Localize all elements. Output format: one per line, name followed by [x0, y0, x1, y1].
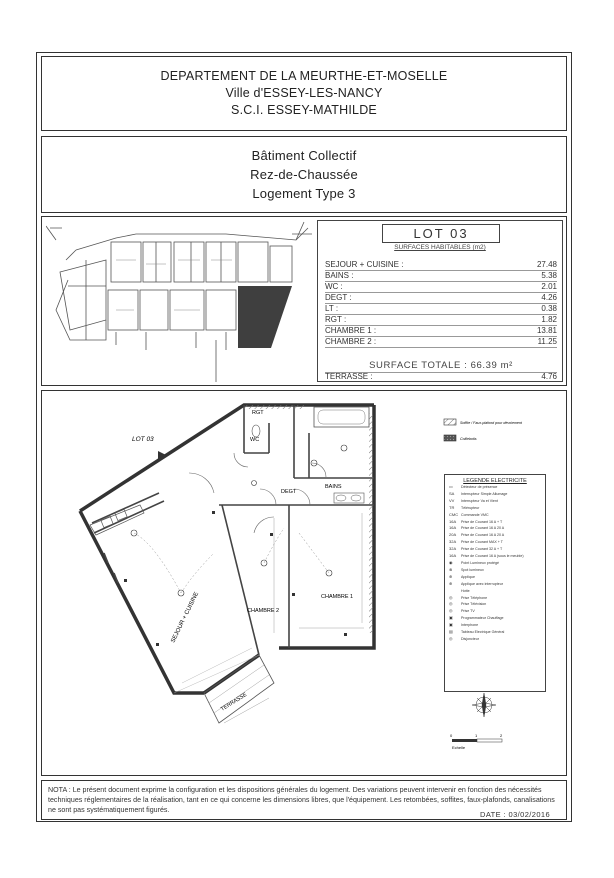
surface-value: 11.25	[537, 337, 557, 346]
legend-text: Prise de Courant 16 A 20 A	[461, 526, 505, 531]
legend-symbol: 16A	[449, 518, 457, 524]
room-rgt: RGT	[252, 410, 264, 416]
legend-item	[445, 519, 545, 526]
legend-text: Applique avec interrupteur	[461, 581, 503, 586]
building-block	[41, 136, 567, 213]
lot-number: LOT 03	[382, 224, 500, 243]
legend-symbol: 32A	[449, 539, 457, 545]
company-title: S.C.I. ESSEY-MATHILDE	[231, 103, 377, 117]
legend-symbol: 20A	[449, 532, 457, 538]
legend-item	[445, 622, 545, 629]
legend-symbol: 16A	[449, 553, 457, 559]
surface-label: LT :	[325, 304, 339, 313]
legend-item	[445, 615, 545, 622]
dwelling-type: Logement Type 3	[252, 186, 356, 201]
surface-row	[325, 336, 557, 348]
legend-item	[445, 525, 545, 532]
legend-item	[445, 491, 545, 498]
legend-symbol: ◎	[449, 594, 453, 600]
surface-value: 4.26	[541, 293, 557, 302]
legend-symbol: TR	[449, 504, 455, 510]
scale-tick: 2	[500, 733, 503, 738]
legend-items	[445, 484, 545, 643]
legend-item	[445, 608, 545, 615]
legend-symbol: 32A	[449, 546, 457, 552]
legend-item	[445, 484, 545, 491]
legend-text: Prise Téléphone	[461, 595, 488, 600]
legend-text: Programmateur Chauffage	[461, 616, 504, 621]
legend-symbol: CMC	[449, 511, 459, 517]
legend-text: Interrupteur Simple Allumage	[461, 491, 508, 496]
legend-text: Prise de Courant MAX + T	[461, 540, 503, 545]
legend-text: Prise de Courant 32 A + T	[461, 547, 503, 552]
scale-bar	[450, 733, 503, 750]
legend-symbol: ▤	[449, 629, 453, 635]
legend-item	[445, 595, 545, 602]
document-date: DATE : 03/02/2016	[480, 810, 551, 819]
surface-value: 0.38	[541, 304, 557, 313]
legend-item	[445, 629, 545, 636]
legend-item	[445, 636, 545, 643]
surface-value: 5.38	[541, 271, 557, 280]
legend-symbol: ◉	[449, 559, 453, 565]
scale-tick: 1	[475, 733, 478, 738]
room-sejour: SEJOUR + CUISINE	[170, 591, 201, 644]
legend-text: Interrupteur Va et Vient	[461, 498, 498, 503]
room-bains: BAINS	[325, 484, 342, 490]
legend-item	[445, 512, 545, 519]
legend-item	[445, 588, 545, 595]
building-type: Bâtiment Collectif	[251, 148, 357, 163]
surface-value: 1.82	[541, 315, 557, 324]
surface-label: BAINS :	[325, 271, 354, 280]
surface-label: RGT :	[325, 315, 347, 324]
legend-item	[445, 546, 545, 553]
legend-item	[445, 601, 545, 608]
legend-symbol: ◎	[449, 635, 453, 641]
legend-symbol: ◎	[449, 608, 453, 614]
legend-text: Prise de Courant 16 A (sous le meuble)	[461, 554, 524, 559]
legend-title: LEGENDE ELECTRICITE	[463, 478, 527, 484]
room-terrasse: TERRASSE	[219, 691, 249, 713]
legend-symbol: ▣	[449, 615, 453, 621]
legend-text: Télérupteur	[461, 505, 480, 510]
legend-text: Applique	[461, 574, 475, 579]
legend-item	[445, 560, 545, 567]
terrace-label: TERRASSE :	[325, 372, 373, 381]
legend-item	[445, 574, 545, 581]
department-title: DEPARTEMENT DE LA MEURTHE-ET-MOSELLE	[160, 69, 448, 83]
compass-icon	[472, 693, 496, 717]
room-chambre1: CHAMBRE 1	[321, 594, 354, 600]
legend-symbol: VV	[449, 497, 455, 503]
legend-item	[445, 553, 545, 560]
legend-item	[445, 532, 545, 539]
terrace-value: 4.76	[541, 372, 557, 381]
lot-label: LOT 03	[132, 436, 154, 443]
surface-label: CHAMBRE 1 :	[325, 326, 377, 335]
legend-item	[445, 539, 545, 546]
title-block	[41, 56, 567, 131]
legend-symbol: ▭	[449, 484, 453, 489]
legend-text: Disjoncteur	[461, 636, 479, 641]
legend-text: Commande VMC	[461, 512, 489, 517]
legend-text: Point Lumineux protégé	[461, 560, 499, 565]
legend-text: Prise Télévision	[461, 602, 487, 607]
scale-tick: 0	[450, 733, 453, 738]
disclaimer-note: NOTA : Le présent document exprime la configuration et les dispositions générales du logement. Des variations peuvent intervenir en fonction des nécessités techniques réglementaires de la réalisation, tant en ce qui concerne les dimensions libres, que l'équipement. Les retombées, soffites, faux-plafonds, canalisations ne sont pas systématiquement figurés.	[41, 780, 567, 820]
legend-text: Interphone	[461, 623, 479, 628]
surfaces-table	[317, 220, 563, 382]
legend-item	[445, 567, 545, 574]
legend-item	[445, 505, 545, 512]
surface-label: SEJOUR + CUISINE :	[325, 260, 404, 269]
surface-label: WC :	[325, 282, 343, 291]
total-surface: SURFACE TOTALE : 66.39 m²	[325, 359, 557, 373]
legend-text: Prise de Courant 16 A 20 A	[461, 533, 505, 538]
surface-value: 27.48	[536, 260, 557, 269]
legend-symbol: ⊗	[449, 566, 453, 572]
surfaces-heading: SURFACES HABITABLES (m2)	[394, 244, 486, 251]
legend-text: Prise TV	[461, 609, 475, 614]
legend-text: Détecteur de présence	[461, 485, 498, 489]
floor-level: Rez-de-Chaussée	[250, 167, 358, 182]
legend-text: Spot lumineux	[461, 567, 484, 572]
legend-symbol: 16A	[449, 525, 457, 531]
legend-symbol: SA	[449, 490, 455, 496]
legend-item	[445, 498, 545, 505]
terrace-row	[325, 372, 557, 382]
legend-symbol: ◎	[449, 601, 453, 607]
city-title: Ville d'ESSEY-LES-NANCY	[225, 86, 383, 100]
legend-symbol: ▣	[449, 622, 453, 628]
surface-value: 13.81	[536, 326, 557, 335]
hatch-key-label: Soffite / Faux-plafond pour dévoiement	[460, 421, 522, 425]
key-plan	[46, 220, 312, 382]
legend-symbol: ⊕	[449, 573, 453, 579]
legend-item	[445, 581, 545, 588]
surface-label: CHAMBRE 2 :	[325, 337, 377, 346]
surface-value: 2.01	[541, 282, 557, 291]
legend-text: Prise de Courant 16 A + T	[461, 519, 503, 524]
scale-label: Echelle	[452, 745, 466, 750]
legend-symbol: ⊕	[449, 580, 453, 586]
legend-text: Tableau Electrique Général	[461, 630, 505, 635]
gaine-key-label: Coillebotis	[460, 437, 477, 441]
electric-legend	[444, 474, 546, 692]
room-degt: DEGT	[281, 489, 297, 495]
legend-text: Hotte	[461, 588, 470, 593]
room-wc: WC	[250, 437, 260, 443]
room-chambre2: CHAMBRE 2	[247, 608, 280, 614]
surface-label: DEGT :	[325, 293, 352, 302]
